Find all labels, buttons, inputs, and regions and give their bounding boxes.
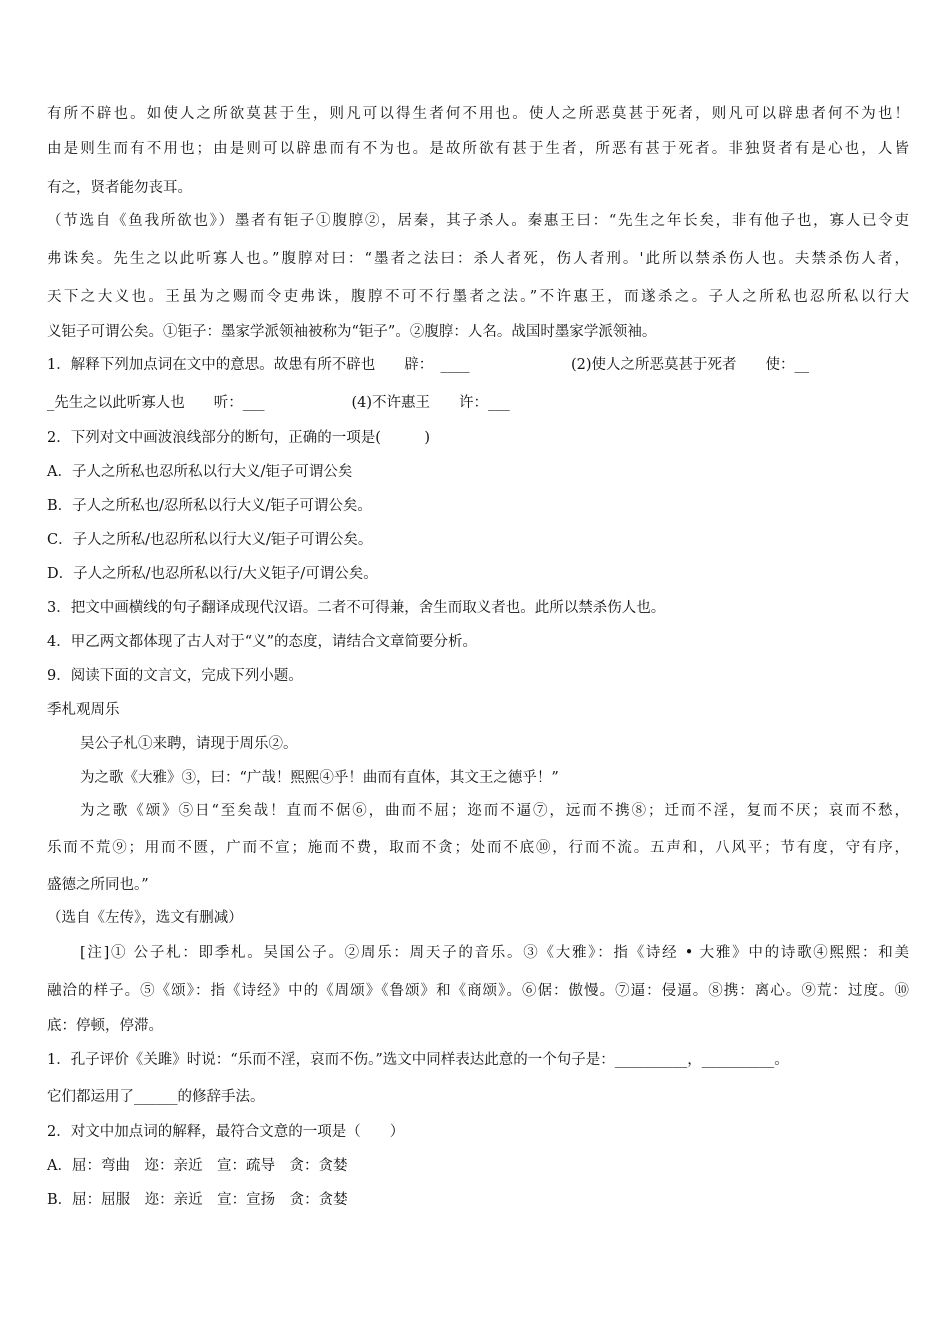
question-text: 1．解释下列加点词在文中的意思。故患有所不辟也 辟： ____ (2)使人之所恶莫甚于死者 使：__ [47, 357, 810, 373]
passage-text-line: （节选自《鱼我所欲也》）墨者有钜子①腹朜②，居秦，其子杀人。秦惠王曰：“先生之年长矣，非有他子也，寡人已令吏 [47, 213, 909, 229]
answer-option: B．子人之所私也/忍所私以行大义/钜子可谓公矣。 [47, 498, 372, 514]
passage-text-line: 有所不辟也。如使人之所欲莫甚于生，则凡可以得生者何不用也。使人之所恶莫甚于死者，则凡可以辟患者何不为也！ [47, 106, 909, 122]
answer-option: A．屈：弯曲 迩：亲近 宣：疏导 贪：贪婪 [47, 1158, 348, 1174]
answer-option: D．子人之所私/也忍所私以行/大义钜子/可谓公矣。 [47, 566, 378, 582]
annotation-line: [注]① 公子札：即季札。吴国公子。②周乐：周天子的音乐。③《大雅》：指《诗经 • 大雅》中的诗歌④熙熙：和美 [80, 945, 909, 961]
question-text: 3．把文中画横线的句子翻译成现代汉语。二者不可得兼，舍生而取义者也。此所以禁杀伤人也。 [47, 600, 666, 616]
question-text: 4．甲乙两文都体现了古人对于“义”的态度，请结合文章简要分析。 [47, 634, 478, 650]
answer-option: B．屈：屈服 迩：亲近 宣：宣扬 贪：贪婪 [47, 1192, 348, 1208]
question-text: 它们都运用了______的修辞手法。 [47, 1089, 265, 1105]
section-intro: 9．阅读下面的文言文，完成下列小题。 [47, 668, 303, 684]
passage-text-line: 义钜子可谓公矣。①钜子：墨家学派领袖被称为“钜子”。②腹朜：人名。战国时墨家学派领袖。 [47, 324, 657, 340]
passage-text-line: 由是则生而有不用也；由是则可以辟患而有不为也。是故所欲有甚于生者，所恶有甚于死者。非独贤者有是心也，人皆 [47, 141, 909, 157]
question-text: 2．对文中加点词的解释，最符合文意的一项是（ ） [47, 1124, 405, 1140]
passage-text-line: 为之歌《颂》⑤日“至矣哉！直而不倨⑥，曲而不屈；迩而不逼⑦，远而不携⑧；迁而不淫，复而不厌；哀而不愁， [80, 803, 909, 819]
annotation-line: 融洽的样子。⑤《颂》：指《诗经》中的《周颂》《鲁颂》和《商颂》。⑥倨：傲慢。⑦逼：侵逼。⑧携：离心。⑨荒：过度。⑩ [47, 983, 909, 999]
annotation-line: 底：停顿，停滞。 [47, 1018, 163, 1034]
answer-option: C．子人之所私/也忍所私以行大义/钜子可谓公矣。 [47, 532, 373, 548]
passage-text-line: 盛德之所同也。” [47, 877, 149, 893]
question-text: _先生之以此听寡人也 听：___ (4)不许惠王 许：___ [47, 395, 510, 411]
passage-text-line: 弗诛矣。先生之以此听寡人也。”腹朜对曰：“墨者之法曰：杀人者死，伤人者刑。'此所以禁杀伤人也。夫禁杀伤人者， [47, 251, 909, 267]
passage-text-line: 有之，贤者能勿丧耳。 [47, 180, 192, 196]
passage-text-line: 乐而不荒⑨；用而不匮，广而不宣；施而不费，取而不贪；处而不底⑩，行而不流。五声和，八风平；节有度，守有序， [47, 840, 909, 856]
passage-title: 季札观周乐 [47, 702, 120, 718]
passage-source: （选自《左传》，选文有删减） [47, 910, 243, 926]
answer-option: A．子人之所私也忍所私以行大义/钜子可谓公矣 [47, 464, 353, 480]
question-text: 2．下列对文中画波浪线部分的断句，正确的一项是( ) [47, 430, 431, 446]
question-text: 1．孔子评价《关雎》时说：“乐而不淫，哀而不伤。”选文中同样表达此意的一个句子是：__________，__________。 [47, 1052, 789, 1068]
passage-text-line: 天下之大义也。王虽为之赐而令吏弗诛，腹朜不可不行墨者之法。”不许惠王，而遂杀之。子人之所私也忍所私以行大 [47, 289, 909, 305]
passage-text-line: 吴公子札①来聘，请现于周乐②。 [80, 736, 298, 752]
passage-text-line: 为之歌《大雅》③，曰：“广哉！熙熙④乎！曲而有直体，其文王之德乎！” [80, 770, 559, 786]
